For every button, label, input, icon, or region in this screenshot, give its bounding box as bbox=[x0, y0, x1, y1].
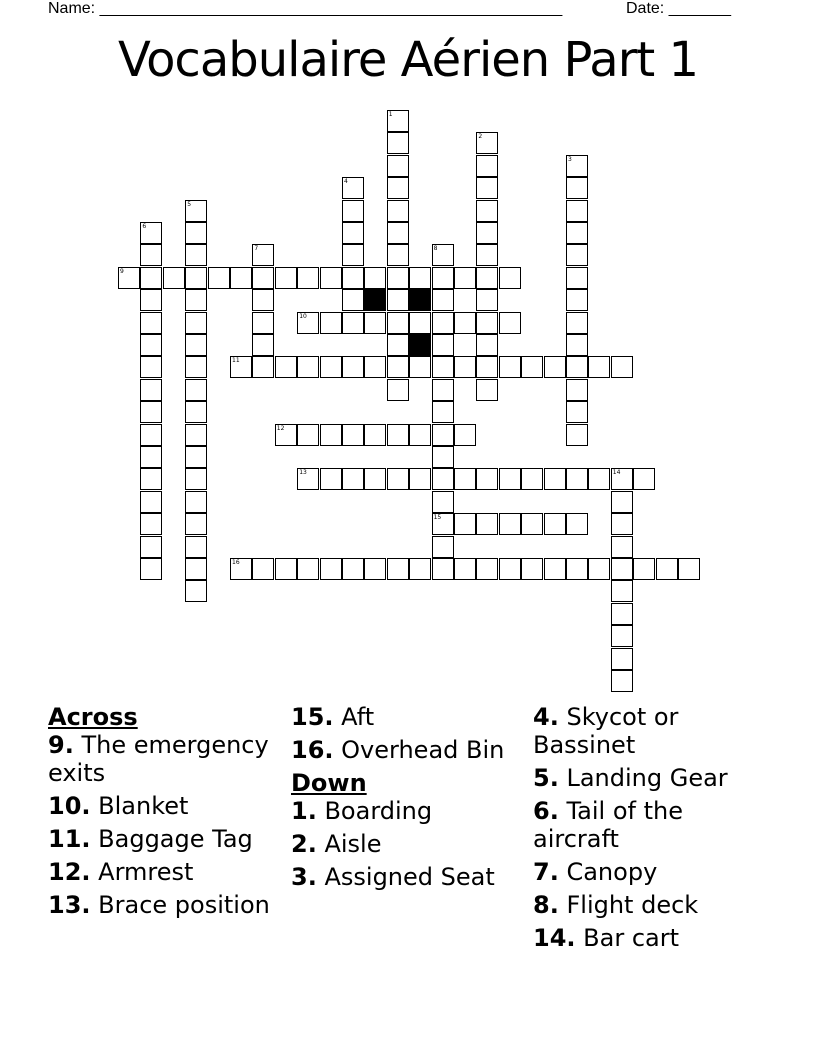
grid-cell[interactable] bbox=[140, 222, 162, 244]
clue-across-13 bbox=[48, 891, 284, 919]
grid-cell[interactable] bbox=[476, 312, 498, 334]
grid-cell[interactable] bbox=[521, 513, 543, 535]
grid-cell[interactable] bbox=[499, 312, 521, 334]
clue-down-4 bbox=[533, 703, 769, 759]
grid-cell[interactable] bbox=[118, 267, 140, 289]
clue-text: Armrest bbox=[98, 858, 194, 886]
grid-cell[interactable] bbox=[252, 289, 274, 311]
grid-cell[interactable] bbox=[297, 267, 319, 289]
grid-cell[interactable] bbox=[320, 312, 342, 334]
grid-cell[interactable] bbox=[364, 312, 386, 334]
grid-cell[interactable] bbox=[499, 558, 521, 580]
grid-cell[interactable] bbox=[185, 446, 207, 468]
grid-cell[interactable] bbox=[611, 536, 633, 558]
grid-cell[interactable] bbox=[678, 558, 700, 580]
clue-text: The emergency exits bbox=[48, 731, 269, 787]
grid-cell[interactable] bbox=[499, 513, 521, 535]
clue-number-label: 5 bbox=[187, 200, 192, 208]
clue-text: Skycot or Bassinet bbox=[533, 703, 679, 759]
grid-cell[interactable] bbox=[185, 558, 207, 580]
grid-cell[interactable] bbox=[140, 468, 162, 490]
grid-cell[interactable] bbox=[140, 558, 162, 580]
clue-number: 12. bbox=[48, 858, 91, 886]
grid-cell[interactable] bbox=[387, 267, 409, 289]
clue-number-label: 2 bbox=[478, 133, 483, 141]
grid-cell[interactable] bbox=[544, 468, 566, 490]
grid-cell[interactable] bbox=[387, 200, 409, 222]
grid-cell[interactable] bbox=[320, 558, 342, 580]
clue-across-11 bbox=[48, 825, 284, 853]
grid-cell[interactable] bbox=[476, 132, 498, 154]
grid-cell[interactable] bbox=[432, 379, 454, 401]
grid-cell[interactable] bbox=[476, 155, 498, 177]
grid-cell[interactable] bbox=[432, 401, 454, 423]
grid-cell[interactable] bbox=[611, 513, 633, 535]
clue-number-label: 4 bbox=[344, 178, 348, 186]
grid-cell[interactable] bbox=[432, 334, 454, 356]
clue-text: Landing Gear bbox=[566, 764, 728, 792]
clue-down-7 bbox=[533, 858, 769, 886]
clue-down-1 bbox=[291, 797, 527, 825]
clue-number-label: 9 bbox=[120, 267, 124, 275]
clue-number: 8. bbox=[533, 891, 559, 919]
grid-cell[interactable] bbox=[140, 491, 162, 513]
grid-cell[interactable] bbox=[409, 468, 431, 490]
page-title: Vocabulaire Aérien Part 1 bbox=[117, 32, 699, 88]
grid-cell[interactable] bbox=[633, 468, 655, 490]
grid-cell[interactable] bbox=[544, 513, 566, 535]
grid-cell[interactable] bbox=[185, 200, 207, 222]
grid-cell[interactable] bbox=[566, 222, 588, 244]
grid-cell[interactable] bbox=[185, 468, 207, 490]
grid-cell[interactable] bbox=[140, 356, 162, 378]
clues-column-1 bbox=[48, 703, 284, 924]
grid-cell[interactable] bbox=[409, 558, 431, 580]
grid-cell[interactable] bbox=[432, 289, 454, 311]
grid-cell[interactable] bbox=[320, 468, 342, 490]
grid-cell[interactable] bbox=[230, 267, 252, 289]
clue-number: 10. bbox=[48, 792, 91, 820]
grid-cell[interactable] bbox=[409, 424, 431, 446]
clue-number: 9. bbox=[48, 731, 74, 759]
clue-text: Boarding bbox=[324, 797, 433, 825]
grid-cell[interactable] bbox=[566, 401, 588, 423]
grid-cell[interactable] bbox=[387, 312, 409, 334]
grid-cell[interactable] bbox=[499, 267, 521, 289]
grid-cell[interactable] bbox=[409, 267, 431, 289]
grid-cell[interactable] bbox=[476, 244, 498, 266]
clue-across-16 bbox=[291, 736, 527, 764]
clue-across-9 bbox=[48, 731, 284, 787]
grid-cell[interactable] bbox=[454, 312, 476, 334]
grid-cell[interactable] bbox=[185, 334, 207, 356]
clue-number: 13. bbox=[48, 891, 91, 919]
clue-text: Aft bbox=[341, 703, 375, 731]
grid-cell[interactable] bbox=[275, 267, 297, 289]
grid-cell[interactable] bbox=[566, 244, 588, 266]
grid-block-cell bbox=[409, 289, 431, 311]
clue-text: Brace position bbox=[98, 891, 270, 919]
clue-number-label: 11 bbox=[232, 357, 240, 365]
clue-number: 1. bbox=[291, 797, 317, 825]
clue-number-label: 15 bbox=[433, 514, 442, 522]
grid-cell[interactable] bbox=[566, 200, 588, 222]
grid-cell[interactable] bbox=[230, 356, 252, 378]
grid-cell[interactable] bbox=[387, 558, 409, 580]
clue-text: Flight deck bbox=[566, 891, 699, 919]
grid-cell[interactable] bbox=[275, 356, 297, 378]
grid-cell[interactable] bbox=[409, 356, 431, 378]
grid-cell[interactable] bbox=[409, 312, 431, 334]
grid-cell[interactable] bbox=[656, 558, 678, 580]
grid-cell[interactable] bbox=[387, 132, 409, 154]
clue-text: Canopy bbox=[566, 858, 658, 886]
grid-cell[interactable] bbox=[432, 513, 454, 535]
grid-cell[interactable] bbox=[432, 424, 454, 446]
clue-number: 11. bbox=[48, 825, 91, 853]
grid-cell[interactable] bbox=[566, 379, 588, 401]
grid-cell[interactable] bbox=[387, 110, 409, 132]
clue-number-label: 12 bbox=[276, 424, 285, 432]
grid-cell[interactable] bbox=[387, 155, 409, 177]
grid-cell[interactable] bbox=[544, 356, 566, 378]
grid-cell[interactable] bbox=[454, 558, 476, 580]
grid-cell[interactable] bbox=[387, 334, 409, 356]
grid-cell[interactable] bbox=[297, 312, 319, 334]
clue-text: Tail of the aircraft bbox=[533, 797, 683, 853]
grid-cell[interactable] bbox=[140, 536, 162, 558]
clue-text: Baggage Tag bbox=[98, 825, 253, 853]
grid-cell[interactable] bbox=[476, 356, 498, 378]
grid-cell[interactable] bbox=[499, 468, 521, 490]
grid-cell[interactable] bbox=[611, 356, 633, 378]
clue-text: Overhead Bin bbox=[341, 736, 505, 764]
grid-cell[interactable] bbox=[185, 513, 207, 535]
clue-across-15 bbox=[291, 703, 527, 731]
clue-number-label: 10 bbox=[299, 312, 307, 320]
grid-cell[interactable] bbox=[611, 625, 633, 647]
grid-cell[interactable] bbox=[566, 513, 588, 535]
grid-cell[interactable] bbox=[432, 244, 454, 266]
grid-cell[interactable] bbox=[140, 513, 162, 535]
grid-cell[interactable] bbox=[521, 558, 543, 580]
grid-cell[interactable] bbox=[342, 200, 364, 222]
down-heading: Down bbox=[291, 769, 367, 797]
grid-cell[interactable] bbox=[342, 312, 364, 334]
clue-number-label: 13 bbox=[299, 469, 307, 477]
grid-cell[interactable] bbox=[454, 424, 476, 446]
clue-number: 16. bbox=[291, 736, 334, 764]
grid-cell[interactable] bbox=[364, 468, 386, 490]
grid-cell[interactable] bbox=[454, 267, 476, 289]
grid-cell[interactable] bbox=[140, 267, 162, 289]
grid-cell[interactable] bbox=[140, 401, 162, 423]
grid-cell[interactable] bbox=[140, 334, 162, 356]
grid-cell[interactable] bbox=[342, 356, 364, 378]
grid-cell[interactable] bbox=[140, 289, 162, 311]
grid-cell[interactable] bbox=[364, 424, 386, 446]
grid-cell[interactable] bbox=[387, 244, 409, 266]
grid-cell[interactable] bbox=[476, 468, 498, 490]
grid-cell[interactable] bbox=[185, 401, 207, 423]
grid-cell[interactable] bbox=[185, 312, 207, 334]
grid-cell[interactable] bbox=[387, 177, 409, 199]
clue-down-5 bbox=[533, 764, 769, 792]
grid-cell[interactable] bbox=[387, 356, 409, 378]
clues-column-3 bbox=[533, 703, 769, 957]
grid-cell[interactable] bbox=[185, 289, 207, 311]
grid-cell[interactable] bbox=[252, 312, 274, 334]
grid-cell[interactable] bbox=[387, 379, 409, 401]
clue-number: 5. bbox=[533, 764, 559, 792]
grid-cell[interactable] bbox=[185, 222, 207, 244]
grid-cell[interactable] bbox=[320, 356, 342, 378]
clue-number-label: 14 bbox=[612, 469, 621, 477]
clue-number: 14. bbox=[533, 924, 576, 952]
grid-cell[interactable] bbox=[611, 648, 633, 670]
clue-number: 2. bbox=[291, 830, 317, 858]
clue-down-2 bbox=[291, 830, 527, 858]
grid-cell[interactable] bbox=[140, 446, 162, 468]
clue-text: Aisle bbox=[324, 830, 382, 858]
grid-cell[interactable] bbox=[252, 244, 274, 266]
grid-cell[interactable] bbox=[476, 334, 498, 356]
grid-cell[interactable] bbox=[320, 424, 342, 446]
grid-cell[interactable] bbox=[499, 356, 521, 378]
grid-cell[interactable] bbox=[432, 446, 454, 468]
grid-cell[interactable] bbox=[454, 513, 476, 535]
grid-cell[interactable] bbox=[566, 289, 588, 311]
grid-cell[interactable] bbox=[432, 491, 454, 513]
date-field-label: Date: _______ bbox=[626, 0, 731, 17]
clue-number-label: 1 bbox=[388, 111, 393, 118]
grid-cell[interactable] bbox=[454, 468, 476, 490]
grid-cell[interactable] bbox=[611, 670, 633, 692]
grid-cell[interactable] bbox=[611, 580, 633, 602]
grid-cell[interactable] bbox=[185, 580, 207, 602]
grid-cell[interactable] bbox=[364, 558, 386, 580]
grid-cell[interactable] bbox=[185, 356, 207, 378]
clue-text: Bar cart bbox=[583, 924, 680, 952]
grid-cell[interactable] bbox=[588, 468, 610, 490]
grid-cell[interactable] bbox=[230, 558, 252, 580]
clue-number-label: 7 bbox=[254, 245, 259, 253]
grid-cell[interactable] bbox=[297, 558, 319, 580]
grid-cell[interactable] bbox=[566, 177, 588, 199]
grid-cell[interactable] bbox=[252, 267, 274, 289]
grid-cell[interactable] bbox=[476, 289, 498, 311]
grid-cell[interactable] bbox=[476, 200, 498, 222]
grid-cell[interactable] bbox=[432, 356, 454, 378]
grid-cell[interactable] bbox=[432, 536, 454, 558]
grid-cell[interactable] bbox=[566, 558, 588, 580]
clue-number-label: 3 bbox=[568, 155, 572, 163]
clue-number-label: 6 bbox=[142, 223, 147, 230]
grid-cell[interactable] bbox=[364, 267, 386, 289]
clue-number: 6. bbox=[533, 797, 559, 825]
grid-cell[interactable] bbox=[454, 356, 476, 378]
grid-cell[interactable] bbox=[275, 424, 297, 446]
grid-cell[interactable] bbox=[320, 267, 342, 289]
grid-cell[interactable] bbox=[185, 536, 207, 558]
grid-cell[interactable] bbox=[252, 356, 274, 378]
grid-cell[interactable] bbox=[476, 177, 498, 199]
grid-cell[interactable] bbox=[432, 468, 454, 490]
clue-text: Blanket bbox=[98, 792, 189, 820]
grid-cell[interactable] bbox=[566, 312, 588, 334]
grid-cell[interactable] bbox=[476, 558, 498, 580]
grid-cell[interactable] bbox=[140, 379, 162, 401]
clue-across-12 bbox=[48, 858, 284, 886]
grid-cell[interactable] bbox=[342, 244, 364, 266]
across-heading: Across bbox=[48, 703, 138, 731]
grid-cell[interactable] bbox=[185, 424, 207, 446]
grid-cell[interactable] bbox=[297, 468, 319, 490]
grid-cell[interactable] bbox=[252, 334, 274, 356]
grid-cell[interactable] bbox=[140, 312, 162, 334]
grid-cell[interactable] bbox=[163, 267, 185, 289]
grid-cell[interactable] bbox=[387, 424, 409, 446]
grid-cell[interactable] bbox=[208, 267, 230, 289]
grid-cell[interactable] bbox=[342, 267, 364, 289]
grid-cell[interactable] bbox=[521, 468, 543, 490]
grid-block-cell bbox=[364, 289, 386, 311]
grid-cell[interactable] bbox=[342, 177, 364, 199]
grid-cell[interactable] bbox=[476, 513, 498, 535]
grid-cell[interactable] bbox=[185, 379, 207, 401]
clue-number: 7. bbox=[533, 858, 559, 886]
grid-cell[interactable] bbox=[544, 558, 566, 580]
grid-cell[interactable] bbox=[387, 289, 409, 311]
grid-cell[interactable] bbox=[611, 558, 633, 580]
grid-cell[interactable] bbox=[566, 155, 588, 177]
grid-cell[interactable] bbox=[432, 267, 454, 289]
clues-column-2 bbox=[291, 703, 527, 896]
grid-cell[interactable] bbox=[566, 356, 588, 378]
grid-cell[interactable] bbox=[342, 558, 364, 580]
grid-cell[interactable] bbox=[432, 558, 454, 580]
grid-cell[interactable] bbox=[566, 334, 588, 356]
grid-cell[interactable] bbox=[566, 267, 588, 289]
clue-number-label: 8 bbox=[433, 245, 438, 253]
grid-cell[interactable] bbox=[185, 244, 207, 266]
grid-cell[interactable] bbox=[611, 491, 633, 513]
grid-cell[interactable] bbox=[185, 491, 207, 513]
clue-down-14 bbox=[533, 924, 769, 952]
grid-cell[interactable] bbox=[611, 468, 633, 490]
grid-cell[interactable] bbox=[476, 222, 498, 244]
clue-down-6 bbox=[533, 797, 769, 853]
grid-block-cell bbox=[409, 334, 431, 356]
grid-cell[interactable] bbox=[297, 424, 319, 446]
grid-cell[interactable] bbox=[342, 222, 364, 244]
clue-number-label: 16 bbox=[232, 559, 240, 566]
grid-cell[interactable] bbox=[140, 244, 162, 266]
grid-cell[interactable] bbox=[476, 267, 498, 289]
grid-cell[interactable] bbox=[297, 356, 319, 378]
grid-cell[interactable] bbox=[432, 312, 454, 334]
clue-across-10 bbox=[48, 792, 284, 820]
clue-down-8 bbox=[533, 891, 769, 919]
grid-cell[interactable] bbox=[364, 356, 386, 378]
grid-cell[interactable] bbox=[611, 603, 633, 625]
clue-number: 3. bbox=[291, 863, 317, 891]
grid-cell[interactable] bbox=[521, 356, 543, 378]
grid-cell[interactable] bbox=[633, 558, 655, 580]
grid-cell[interactable] bbox=[588, 356, 610, 378]
grid-cell[interactable] bbox=[185, 267, 207, 289]
clue-down-3 bbox=[291, 863, 527, 891]
name-field-label: Name: ____________________________________________________ bbox=[48, 0, 563, 17]
clue-text: Assigned Seat bbox=[324, 863, 495, 891]
clue-number: 15. bbox=[291, 703, 334, 731]
grid-cell[interactable] bbox=[342, 424, 364, 446]
grid-cell[interactable] bbox=[566, 468, 588, 490]
grid-cell[interactable] bbox=[140, 424, 162, 446]
clue-number: 4. bbox=[533, 703, 559, 731]
grid-cell[interactable] bbox=[252, 558, 274, 580]
grid-cell[interactable] bbox=[387, 468, 409, 490]
grid-cell[interactable] bbox=[566, 424, 588, 446]
grid-cell[interactable] bbox=[588, 558, 610, 580]
grid-cell[interactable] bbox=[476, 379, 498, 401]
grid-cell[interactable] bbox=[342, 289, 364, 311]
grid-cell[interactable] bbox=[387, 222, 409, 244]
grid-cell[interactable] bbox=[342, 468, 364, 490]
grid-cell[interactable] bbox=[275, 558, 297, 580]
